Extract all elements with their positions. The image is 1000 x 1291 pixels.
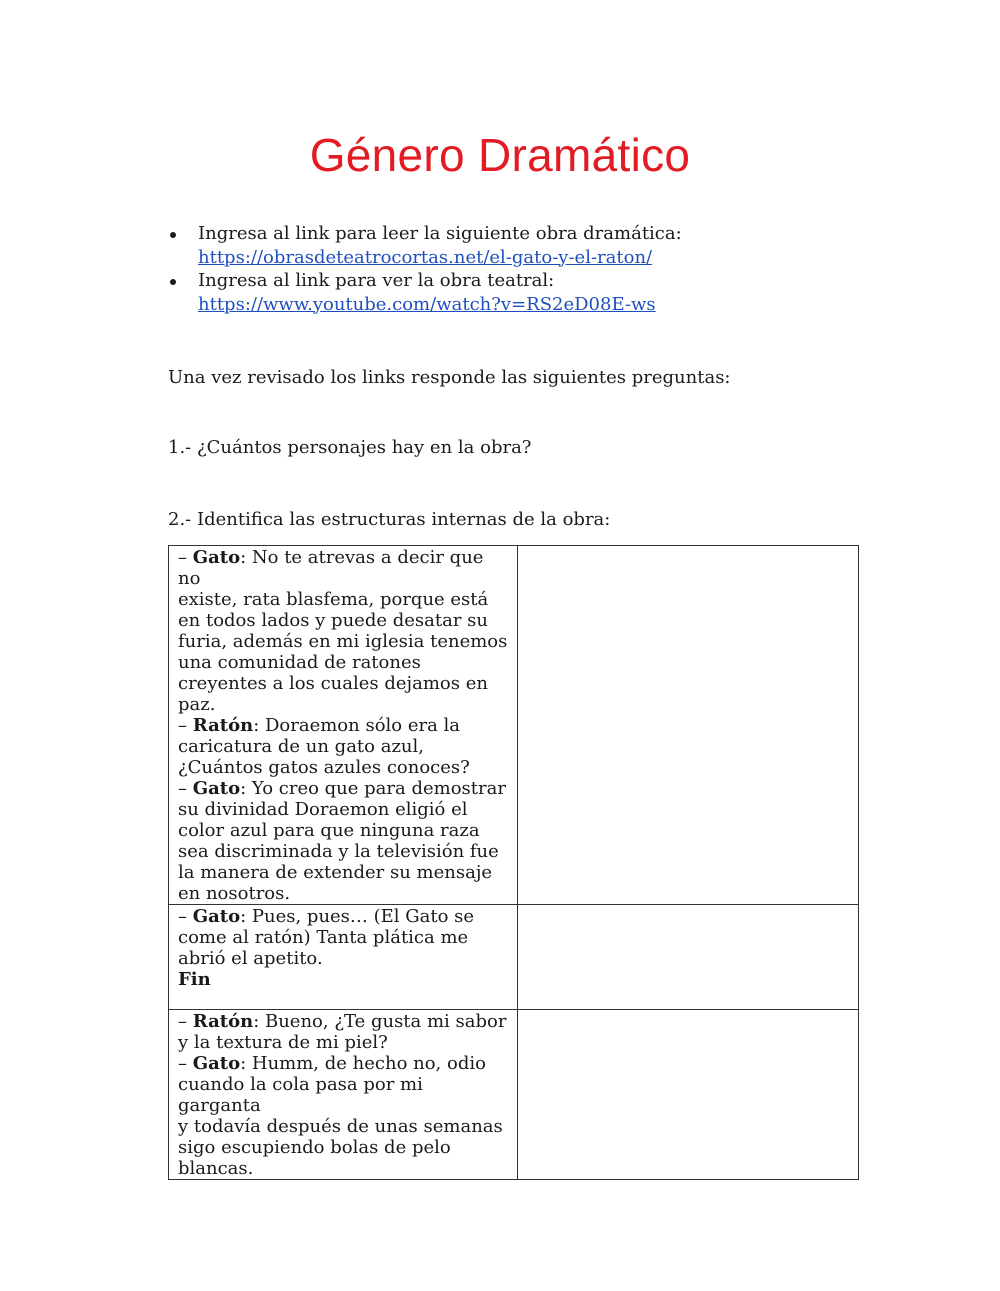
dialogue-cell: – Gato: No te atrevas a decir que no existe, rata blasfema, porque está en todos lados y puede desatar su furia, además en mi iglesia tenemos una comunidad de ratones creyentes a los cuales dejamos en paz. – Ratón: Doraemon sólo era la caricatura de un gato azul, ¿Cuántos gatos azules conoces? – Gato: Yo creo que para demostrar su divinidad Doraemon eligió el color azul para que ninguna raza sea discriminada y la televisión fue la manera de extender su mensaje en nosotros. bbox=[169, 546, 518, 905]
play-text-link[interactable]: https://obrasdeteatrocortas.net/el-gato-y-el-raton/ bbox=[198, 246, 653, 268]
link-instruction: Ingresa al link para ver la obra teatral: bbox=[198, 270, 555, 291]
link-instruction: Ingresa al link para leer la siguiente obra dramática: bbox=[198, 223, 682, 244]
bullet-icon bbox=[170, 232, 176, 238]
list-item bbox=[168, 222, 868, 269]
speaker-name: Gato bbox=[192, 778, 241, 799]
answer-cell[interactable] bbox=[518, 905, 859, 1010]
dialogue-cell: – Gato: Pues, pues… (El Gato se come al ratón) Tanta plática me abrió el apetito. Fin bbox=[169, 905, 518, 1010]
bullet-icon bbox=[170, 279, 176, 285]
answer-cell[interactable] bbox=[518, 546, 859, 905]
speaker-name: Gato bbox=[192, 1053, 241, 1074]
speaker-name: Gato bbox=[192, 906, 241, 927]
speaker-name: Ratón bbox=[192, 1011, 254, 1032]
video-link[interactable]: https://www.youtube.com/watch?v=RS2eD08E-ws bbox=[198, 293, 656, 315]
structure-table bbox=[168, 545, 859, 1180]
speaker-name: Ratón bbox=[192, 715, 254, 736]
page-title: Género Dramático bbox=[309, 129, 691, 181]
table-row bbox=[169, 546, 859, 905]
end-label: Fin bbox=[178, 969, 211, 990]
intro-text: Una vez revisado los links responde las siguientes preguntas: bbox=[168, 367, 731, 388]
answer-cell[interactable] bbox=[518, 1010, 859, 1180]
link-list bbox=[168, 222, 868, 316]
list-item bbox=[168, 269, 868, 316]
speaker-name: Gato bbox=[192, 547, 241, 568]
table-row bbox=[169, 905, 859, 1010]
question-1: 1.- ¿Cuántos personajes hay en la obra? bbox=[168, 437, 532, 458]
table-row bbox=[169, 1010, 859, 1180]
question-2: 2.- Identifica las estructuras internas de la obra: bbox=[168, 509, 611, 530]
dialogue-cell: – Ratón: Bueno, ¿Te gusta mi sabor y la textura de mi piel? – Gato: Humm, de hecho no, odio cuando la cola pasa por mi garganta y todavía después de unas semanas sigo escupiendo bolas de pelo blancas. bbox=[169, 1010, 518, 1180]
